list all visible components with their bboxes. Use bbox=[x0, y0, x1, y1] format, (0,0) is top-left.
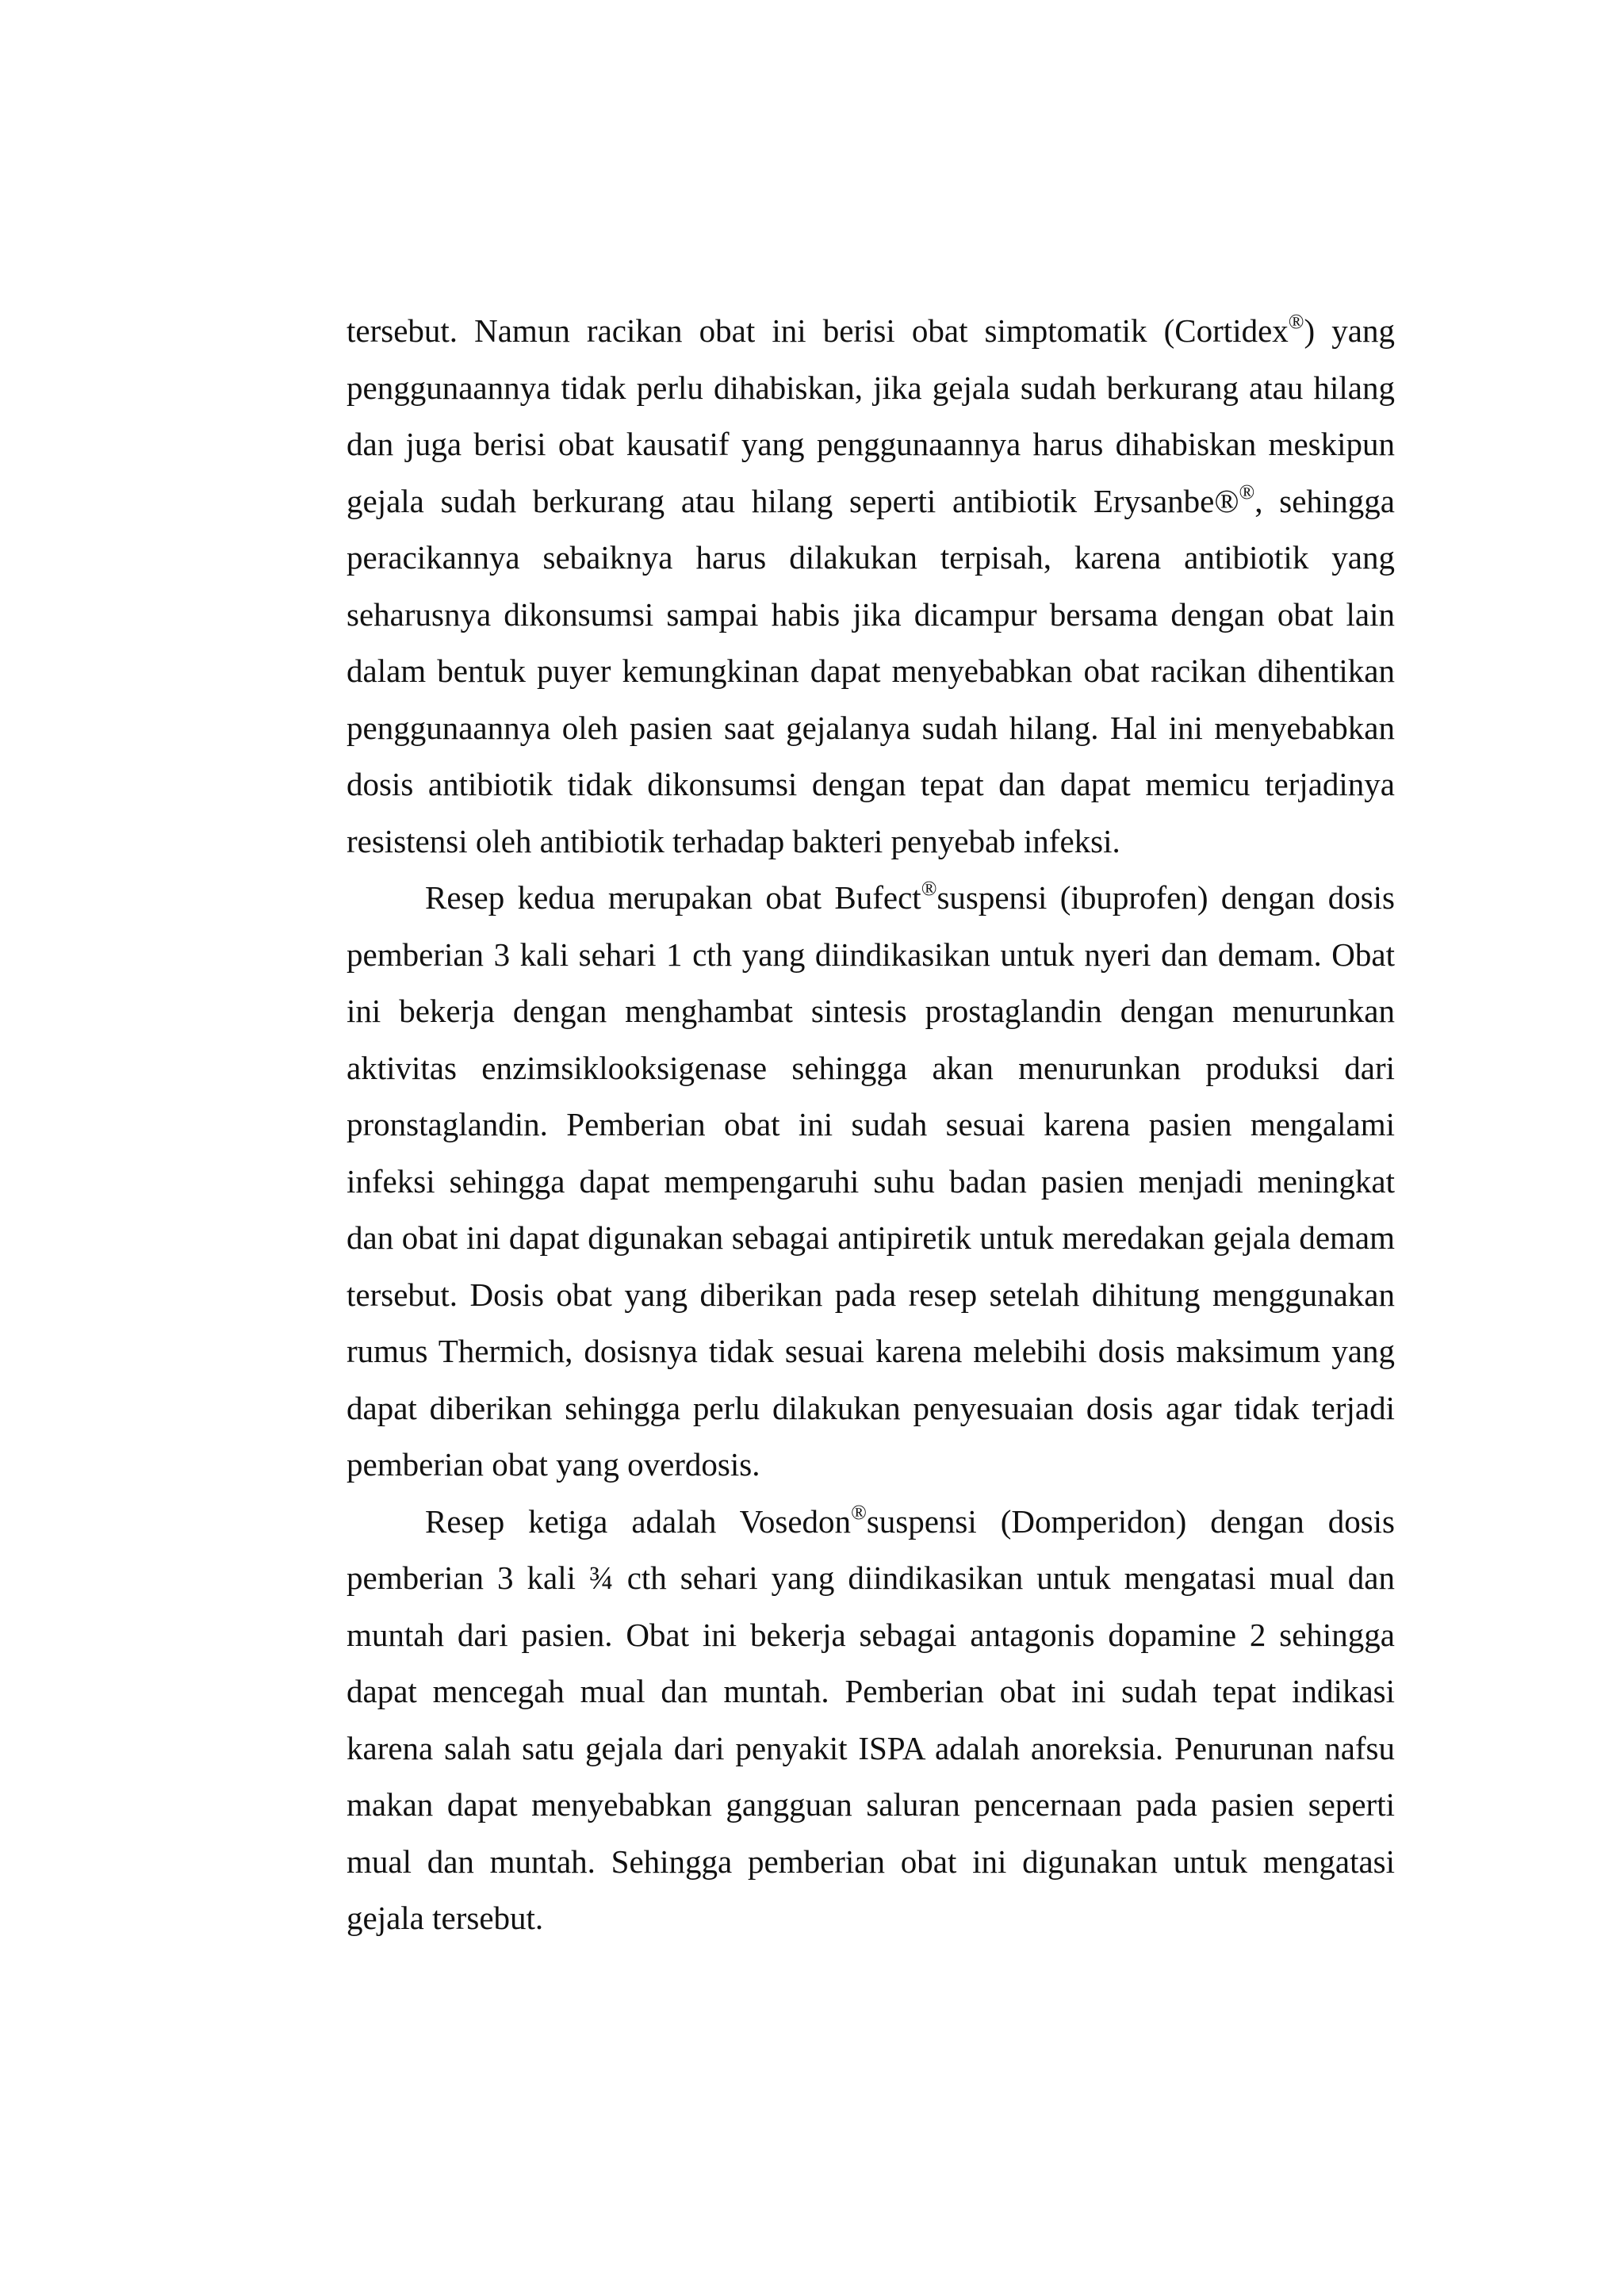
paragraph-1 bbox=[347, 303, 1395, 870]
text-segment: suspensi (ibuprofen) dengan dosis pemberian 3 kali sehari 1 cth yang diindikasikan untuk nyeri dan demam. Obat ini bekerja dengan menghambat sintesis prostaglandin dengan menurunkan aktivitas enzimsiklooksigenase sehingga akan menurunkan produksi dari pronstaglandin. Pemberian obat ini sudah sesuai karena pasien mengalami infeksi sehingga dapat mempengaruhi suhu badan pasien menjadi meningkat dan obat ini dapat digunakan sebagai antipiretik untuk meredakan gejala demam tersebut. Dosis obat yang diberikan pada resep setelah dihitung menggunakan rumus Thermich, dosisnya tidak sesuai karena melebihi dosis maksimum yang dapat diberikan sehingga perlu dilakukan penyesuaian dosis agar tidak terjadi pemberian obat yang overdosis. bbox=[347, 879, 1395, 1483]
paragraph-3 bbox=[347, 1494, 1395, 1947]
text-segment: Resep kedua merupakan obat Bufect bbox=[425, 879, 921, 916]
text-segment: ) yang penggunaannya tidak perlu dihabiskan, jika gejala sudah berkurang atau hilang dan juga berisi obat kausatif yang penggunaannya harus dihabiskan meskipun gejala sudah berkurang atau hilang seperti antibiotik Erysanbe® bbox=[347, 312, 1395, 519]
text-segment: tersebut. Namun racikan obat ini berisi obat simptomatik (Cortidex bbox=[347, 312, 1289, 349]
text-segment: , sehingga peracikannya sebaiknya harus dilakukan terpisah, karena antibiotik yang seharusnya dikonsumsi sampai habis jika dicampur bersama dengan obat lain dalam bentuk puyer kemungkinan dapat menyebabkan obat racikan dihentikan penggunaannya oleh pasien saat gejalanya sudah hilang. Hal ini menyebabkan dosis antibiotik tidak dikonsumsi dengan tepat dan dapat memicu terjadinya resistensi oleh antibiotik terhadap bakteri penyebab infeksi. bbox=[347, 482, 1395, 859]
registered-mark: ® bbox=[1288, 310, 1304, 334]
registered-mark: ® bbox=[921, 877, 937, 901]
paragraph-2 bbox=[347, 870, 1395, 1494]
text-segment: suspensi (Domperidon) dengan dosis pemberian 3 kali ¾ cth sehari yang diindikasikan untuk mengatasi mual dan muntah dari pasien. Obat ini bekerja sebagai antagonis dopamine 2 sehingga dapat mencegah mual dan muntah. Pemberian obat ini sudah tepat indikasi karena salah satu gejala dari penyakit ISPA adalah anoreksia. Penurunan nafsu makan dapat menyebabkan gangguan saluran pencernaan pada pasien seperti mual dan muntah. Sehingga pemberian obat ini digunakan untuk mengatasi gejala tersebut. bbox=[347, 1502, 1395, 1936]
registered-mark: ® bbox=[1239, 480, 1255, 503]
body-text bbox=[347, 303, 1395, 1947]
text-segment: Resep ketiga adalah Vosedon bbox=[425, 1502, 852, 1540]
registered-mark: ® bbox=[851, 1500, 867, 1524]
